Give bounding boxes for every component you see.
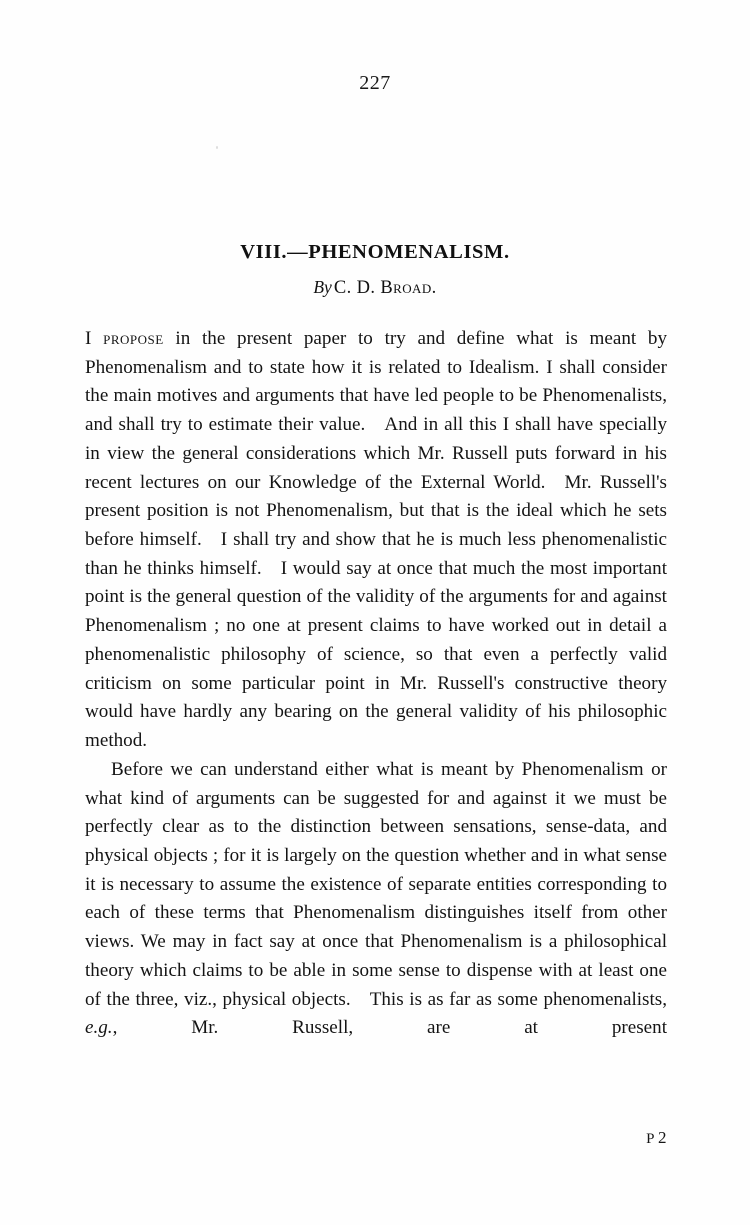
body-text-block (85, 325, 667, 1043)
article-title: VIII.—PHENOMENALISM. (240, 240, 510, 263)
paragraph-2-italic-abbreviation: e.g. (85, 1017, 113, 1039)
byline-author: C. D. Broad. (333, 278, 437, 298)
paragraph-2 (85, 756, 667, 1043)
paragraph-1-opening-letter: I (85, 328, 92, 349)
byline-prefix: By (313, 277, 332, 297)
paragraph-2-text-before-italic: Before we can understand either what is meant by Phenomenalism or what kind of arguments can be suggested for and against it we must be perfectly clear as to the distinction between sensations, sense-data, and physical objects ; for it is largely on the question whether and in what sense it is necessary to assume the existence of separate entities corresponding to each of these terms that Phenomenalism distinguishes itself from other views. We may in fact say at once that Phenomenalism is a philosophical theory which claims to be able in some sense to dispense with at least one of the three, viz., physical objects. This is as far as some phenomenalists, (85, 758, 667, 1010)
paragraph-1-text: in the present paper to try and define what is meant by Phenomenalism and to state how it is related to Idealism. I shall consider the main motives and arguments that have led people to be Phenomenalists, and shall try to estimate their value. And in all this I shall have specially in view the general considerations which Mr. Russell puts forward in his recent lectures on our Knowledge of the External World. Mr. Russell's present position is not Phenomenalism, but that is the ideal which he sets before himself. I shall try and show that he is much less phenomenalistic than he thinks himself. I would say at once that much the most important point is the general question of the validity of the arguments for and against Phenomenalism ; no one at present claims to have worked out in detail a phenomenalistic philosophy of science, so that even a perfectly valid criticism on some particular point in Mr. Russell's constructive theory would have hardly any bearing on the general validity of his philosophic method. (85, 328, 667, 752)
paragraph-1-smallcaps-word: propose (103, 328, 164, 349)
paragraph-2-text-after-italic: , Mr. Russell, are at present (112, 1017, 667, 1039)
page-number: 227 (359, 72, 391, 94)
byline (0, 277, 750, 299)
scan-speck (216, 146, 218, 149)
signature-mark (85, 1128, 667, 1148)
signature-mark-letter: P (646, 1131, 655, 1147)
paragraph-1 (85, 325, 667, 756)
signature-mark-number: 2 (658, 1128, 667, 1147)
